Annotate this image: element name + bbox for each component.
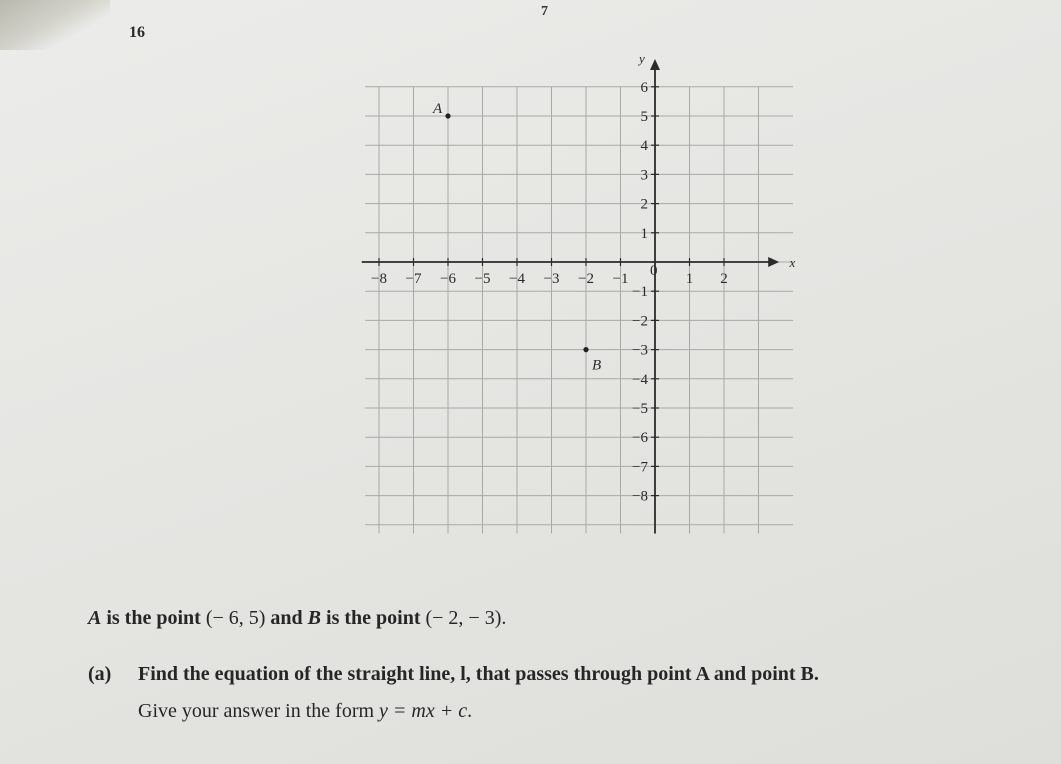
question-number: 16 [129,24,145,41]
part-a-text: Find the equation of the straight line, l, that passes through point A and point B. [138,663,819,685]
x-tick-label: −4 [509,271,525,287]
points-statement [88,607,506,630]
point-b-label: B [592,357,602,374]
point-b-name: B [307,607,322,629]
y-tick-label: 2 [640,196,648,213]
x-tick-label: 2 [720,271,728,287]
point-b-marker [583,347,588,352]
y-tick-label: 6 [640,79,648,96]
x-tick-label: −6 [440,271,456,287]
formula-y-mx-c: y = mx + c [379,700,468,722]
answer-form-instruction [138,700,472,723]
points-statement-part1: is the point [101,607,206,629]
x-tick-label: −7 [405,271,422,287]
points-statement-part3: is the point [321,607,426,629]
point-a-coordinates: (− 6, 5) [205,607,266,629]
axes [362,51,796,534]
y-tick-label: −7 [632,459,648,476]
point-a-marker [445,113,450,118]
y-tick-label: −5 [632,401,648,417]
x-axis-arrow-icon [768,257,779,267]
y-axis-arrow-icon [650,59,660,70]
x-tick-label: −5 [474,271,491,287]
y-tick-label: 4 [640,138,648,155]
y-tick-label: −2 [632,313,648,330]
y-tick-label: −1 [632,284,648,301]
y-tick-label: −8 [632,488,648,505]
part-a-label: (a) [88,663,112,685]
y-tick-label: −6 [632,430,648,447]
y-tick-label: −4 [632,371,648,388]
instruction-end: . [467,700,473,722]
question-part-a [88,663,819,686]
page-number: 7 [541,4,548,19]
point-b-coordinates: (− 2, − 3). [425,607,507,629]
x-tick-label: −1 [612,271,629,287]
x-tick-label: −3 [543,271,560,287]
points-statement-part2: and [265,607,308,629]
point-a-name: A [88,607,102,629]
y-tick-label: 3 [640,167,648,184]
instruction-text: Give your answer in the form [138,700,380,722]
point-a-label: A [433,101,443,117]
origin-label: 0 [650,263,658,279]
tick-marks [371,80,728,505]
y-axis-label: y [639,51,645,67]
y-tick-label: 1 [640,225,648,242]
grid-lines [365,87,793,534]
x-tick-label: −8 [371,271,387,287]
x-tick-label: 1 [685,271,694,287]
x-axis-label: x [789,255,796,270]
y-tick-label: 5 [640,109,648,125]
y-tick-label: −3 [632,342,648,359]
x-tick-label: −2 [578,271,594,287]
